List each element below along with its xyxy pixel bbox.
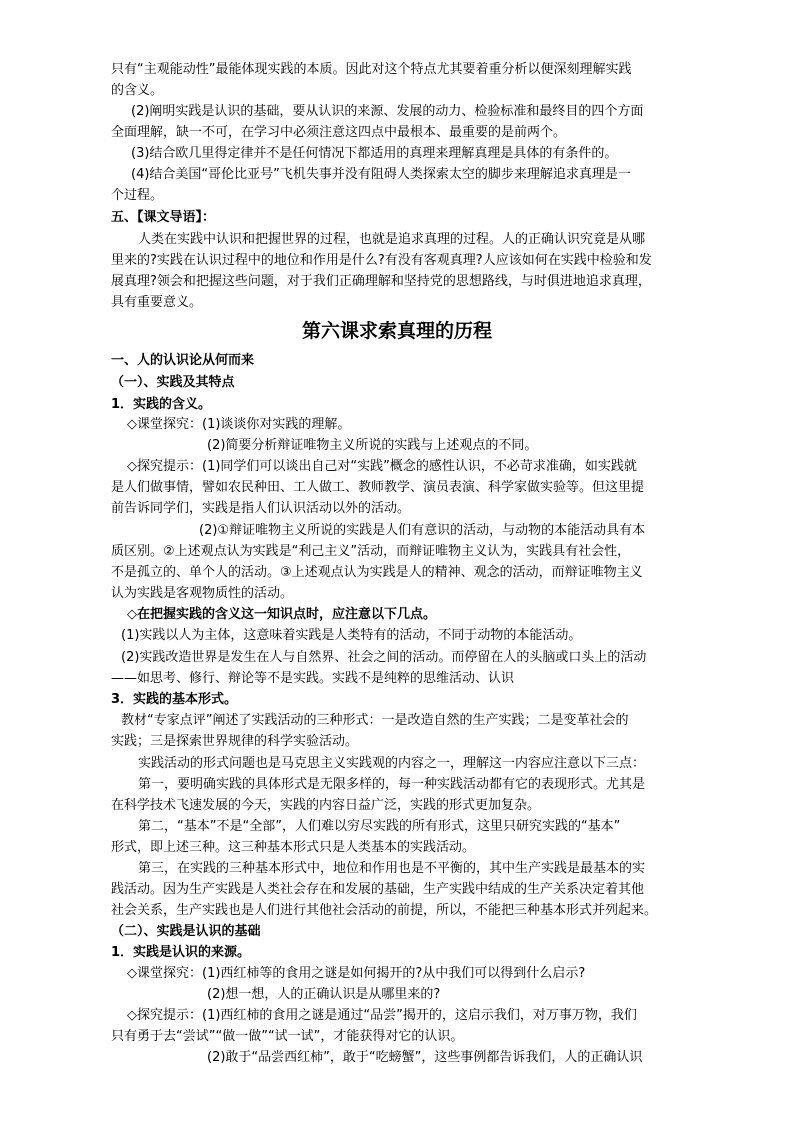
text-line: 只有“主观能动性”最能体现实践的本质。因此对这个特点尤其要着重分析以便深刻理解实践 — [111, 62, 632, 77]
text-line: (1)实践以人为主体，这意味着实践是人类特有的活动，不同于动物的本能活动。 — [121, 628, 582, 643]
text-line: ——如思考、修行、辩论等不是实践。实践不是纯粹的思维活动、认识 — [111, 671, 515, 686]
text-line: 认为实践是客观物质性的活动。 — [111, 586, 294, 601]
text-line: 质区别。②上述观点认为实践是“利己主义”活动，而辩证唯物主义认为，实践具有社会性， — [111, 544, 631, 559]
text-line: 社会关系，生产实践也是人们进行其他社会活动的前提，所以，不能把三种基本形式并列起来。 — [111, 903, 658, 918]
text-line: (3)结合欧几里得定律并不是任何情况下都适用的真理来理解真理是具体的有条件的。 — [131, 146, 618, 161]
text-line: ◇探究提示：(1)西红柿的食用之谜是通过“品尝”揭开的，这启示我们，对万事万物，我们 — [127, 1008, 637, 1023]
text-line: 全面理解，缺一不可，在学习中必须注意这四点中最根本、最重要的是前两个。 — [111, 125, 567, 140]
text-line: 是人们做事情，譬如农民种田、工人做工、教师教学、演员表演、科学家做实验等。但这里提 — [111, 480, 645, 495]
subsection-heading: （一）、实践及其特点 — [111, 375, 235, 390]
text-line: 践活动。因为生产实践是人类社会存在和发展的基础，生产实践中结成的生产关系决定着其他 — [111, 882, 645, 897]
section-heading: 五、【课文导语】： — [111, 210, 216, 225]
subsection-heading: （二）、实践是认识的基础 — [111, 924, 261, 939]
text-line: 第三，在实践的三种基本形式中，地位和作用也是不平衡的，其中生产实践是最基本的实 — [138, 861, 646, 876]
text-line: (2)想一想，人的正确认识是从哪里来的? — [207, 987, 441, 1002]
text-line: 展真理?领会和把握这些问题，对于我们正确理解和坚持党的思想路线，与时俱进地追求真理， — [111, 274, 651, 289]
text-line: (2)①辩证唯物主义所说的实践是人们有意识的活动，与动物的本能活动具有本 — [199, 523, 646, 538]
lesson-title: 第六课求索真理的历程 — [301, 320, 492, 342]
note-heading: ◇在把握实践的含义这一知识点时，应注意以下几点。 — [127, 607, 436, 622]
topic-heading: 3．实践的基本形式。 — [111, 692, 238, 707]
text-line: 实践活动的形式问题也是马克思主义实践观的内容之一，理解这一内容应注意以下三点： — [138, 756, 646, 771]
topic-heading: 1．实践是认识的来源。 — [111, 945, 251, 960]
text-line: (2)实践改造世界是发生在人与自然界、社会之间的活动。而停留在人的头脑或口头上的活动 — [121, 650, 647, 665]
text-line: 具有重要意义。 — [111, 295, 203, 310]
text-line: 第二，“基本”不是“全部”，人们难以穷尽实践的所有形式，这里只研究实践的“基本” — [138, 819, 621, 834]
text-line: 教材“专家点评”阐述了实践活动的三种形式：一是改造自然的生产实践；二是变革社会的 — [121, 713, 629, 728]
text-line: 人类在实践中认识和把握世界的过程，也就是追求真理的过程。人的正确认识究竟是从哪 — [138, 232, 646, 247]
text-line: (2)阐明实践是认识的基础，要从认识的来源、发展的动力、检验标准和最终目的四个方面 — [131, 104, 644, 119]
text-line: 形式，即上述三种。这三种基本形式只是人类基本的实践活动。 — [111, 840, 476, 855]
text-line: 在科学技术飞速发展的今天，实践的内容日益广泛，实践的形式更加复杂。 — [111, 798, 541, 813]
text-line: (2)简要分析辩证唯物主义所说的实践与上述观点的不同。 — [207, 438, 538, 453]
text-line: ◇探究提示：(1)同学们可以谈出自己对“实践”概念的感性认识，不必苛求准确，如实践就 — [127, 459, 637, 474]
text-line: 个过程。 — [111, 188, 164, 203]
text-line: 的含义。 — [111, 83, 164, 98]
text-line: (2)敢于“品尝西红柿”，敢于“吃螃蟹”，这些事例都告诉我们，人的正确认识 — [207, 1050, 643, 1065]
text-line: ◇课堂探究：(1)谈谈你对实践的理解。 — [127, 417, 351, 432]
text-line: ◇课堂探究：(1)西红柿等的食用之谜是如何揭开的?从中我们可以得到什么启示? — [127, 966, 586, 981]
topic-heading: 1．实践的含义。 — [111, 397, 212, 412]
text-line: 只有勇于去“尝试”“做一做”“试一试”，才能获得对它的认识。 — [111, 1029, 464, 1044]
text-line: 实践；三是探索世界规律的科学实验活动。 — [111, 734, 359, 749]
text-line: 不是孤立的、单个人的活动。③上述观点认为实践是人的精神、观念的活动，而辩证唯物主义 — [111, 565, 643, 580]
text-line: (4)结合美国“哥伦比亚号”飞机失事并没有阻碍人类探索太空的脚步来理解追求真理是一 — [131, 167, 631, 182]
text-line: 前告诉同学们，实践是指人们认识活动以外的活动。 — [111, 501, 411, 516]
section-heading: 一、人的认识论从何而来 — [111, 353, 255, 368]
text-line: 里来的?实践在认识过程中的地位和作用是什么?有没有客观真理?人应该如何在实践中检验和发 — [111, 253, 652, 268]
text-line: 第一，要明确实践的具体形式是无限多样的，每一种实践活动都有它的表现形式。尤其是 — [138, 777, 646, 792]
